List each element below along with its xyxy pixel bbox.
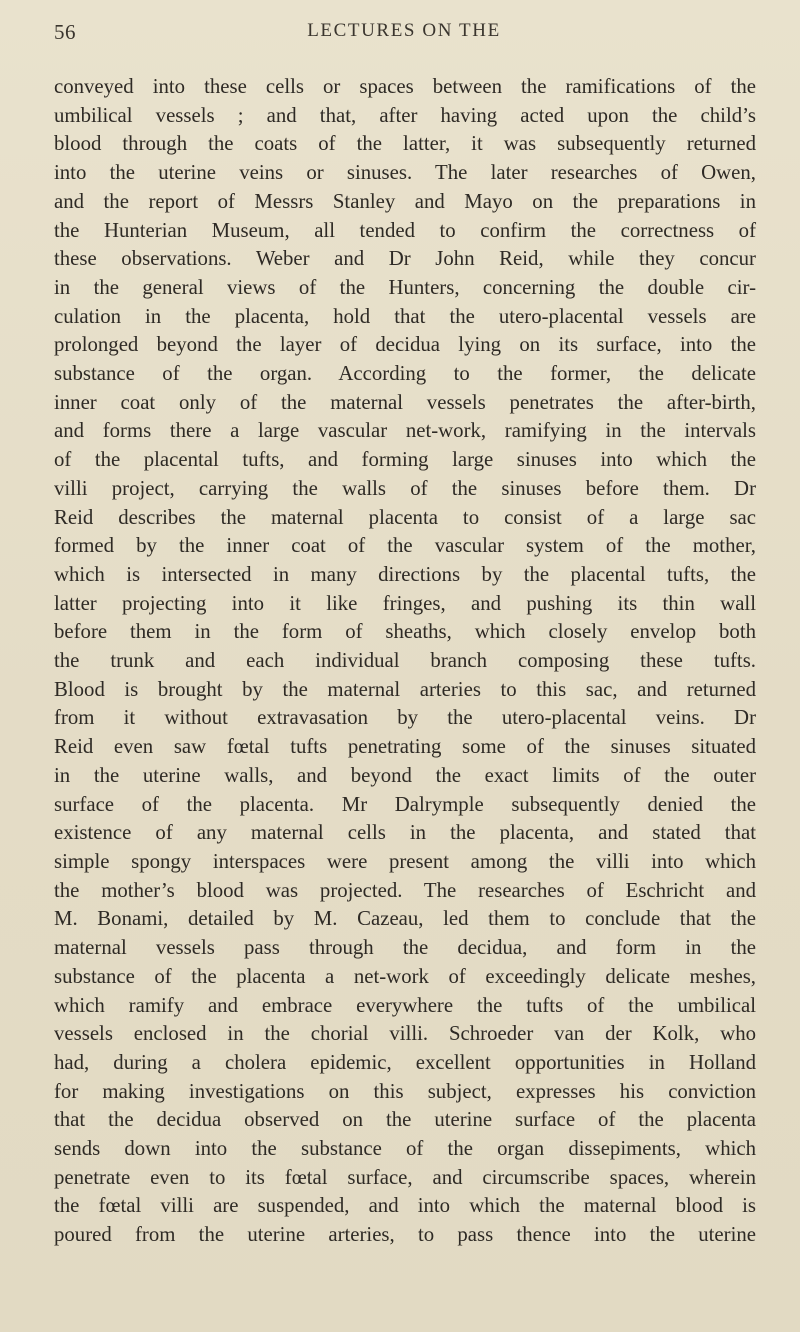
text-line: into the uterine veins or sinuses. The later researches of Owen, [54,161,756,185]
text-line: that the decidua observed on the uterine surface of the placenta [54,1108,756,1132]
text-line: before them in the form of sheaths, which closely envelop both [54,620,756,644]
text-line: surface of the placenta. Mr Dalrymple subsequently denied the [54,792,756,816]
text-line: of the placental tufts, and forming large sinuses into which the [54,448,756,472]
text-line: umbilical vessels ; and that, after having acted upon the child’s [54,103,756,127]
text-line: Reid describes the maternal placenta to consist of a large sac [54,505,756,529]
text-line: had, during a cholera epidemic, excellent opportunities in Holland [54,1050,756,1074]
text-line: the mother’s blood was projected. The researches of Eschricht and [54,878,756,902]
text-line: substance of the organ. According to the former, the delicate [54,362,756,386]
text-line: and the report of Messrs Stanley and Mayo on the preparations in [54,189,756,213]
text-line: inner coat only of the maternal vessels penetrates the after-birth, [54,390,756,414]
text-line: formed by the inner coat of the vascular system of the mother, [54,534,756,558]
text-line: which ramify and embrace everywhere the tufts of the umbilical [54,993,756,1017]
text-line: Reid even saw fœtal tufts penetrating some of the sinuses situated [54,735,756,759]
text-line: in the general views of the Hunters, concerning the double cir- [54,275,756,299]
text-line: culation in the placenta, hold that the utero-placental vessels are [54,304,756,328]
text-line: simple spongy interspaces were present among the villi into which [54,849,756,873]
text-line: which is intersected in many directions by the placental tufts, the [54,562,756,586]
text-line: the fœtal villi are suspended, and into which the maternal blood is [54,1194,756,1218]
text-line: for making investigations on this subject, expresses his conviction [54,1079,756,1103]
text-line: these observations. Weber and Dr John Reid, while they concur [54,247,756,271]
body-paragraph [54,73,756,1250]
text-line: sends down into the substance of the organ dissepiments, which [54,1137,756,1161]
text-line: blood through the coats of the latter, it was subsequently returned [54,132,756,156]
text-line: substance of the placenta a net-work of exceedingly delicate meshes, [54,964,756,988]
text-line: conveyed into these cells or spaces between the ramifications of the [54,75,756,98]
text-line: and forms there a large vascular net-work, ramifying in the intervals [54,419,756,443]
text-line: in the uterine walls, and beyond the exact limits of the outer [54,763,756,787]
text-line: villi project, carrying the walls of the sinuses before them. Dr [54,476,756,500]
running-head [54,20,754,50]
text-line: vessels enclosed in the chorial villi. Schroeder van der Kolk, who [54,1022,756,1046]
running-head-title: LECTURES ON THE [307,20,501,41]
text-line: maternal vessels pass through the decidua, and form in the [54,936,756,960]
text-line: prolonged beyond the layer of decidua lying on its surface, into the [54,333,756,357]
text-line: Blood is brought by the maternal arteries to this sac, and returned [54,677,756,701]
text-line: the Hunterian Museum, all tended to confirm the correctness of [54,218,756,242]
text-line: M. Bonami, detailed by M. Cazeau, led them to conclude that the [54,907,756,931]
text-line: the trunk and each individual branch composing these tufts. [54,649,756,673]
text-line: penetrate even to its fœtal surface, and circumscribe spaces, wherein [54,1165,756,1189]
page-number: 56 [54,20,76,44]
text-line: from it without extravasation by the utero-placental veins. Dr [54,706,756,730]
text-line: existence of any maternal cells in the placenta, and stated that [54,821,756,845]
text-line: latter projecting into it like fringes, and pushing its thin wall [54,591,756,615]
text-line: poured from the uterine arteries, to pass thence into the uterine [54,1223,756,1247]
